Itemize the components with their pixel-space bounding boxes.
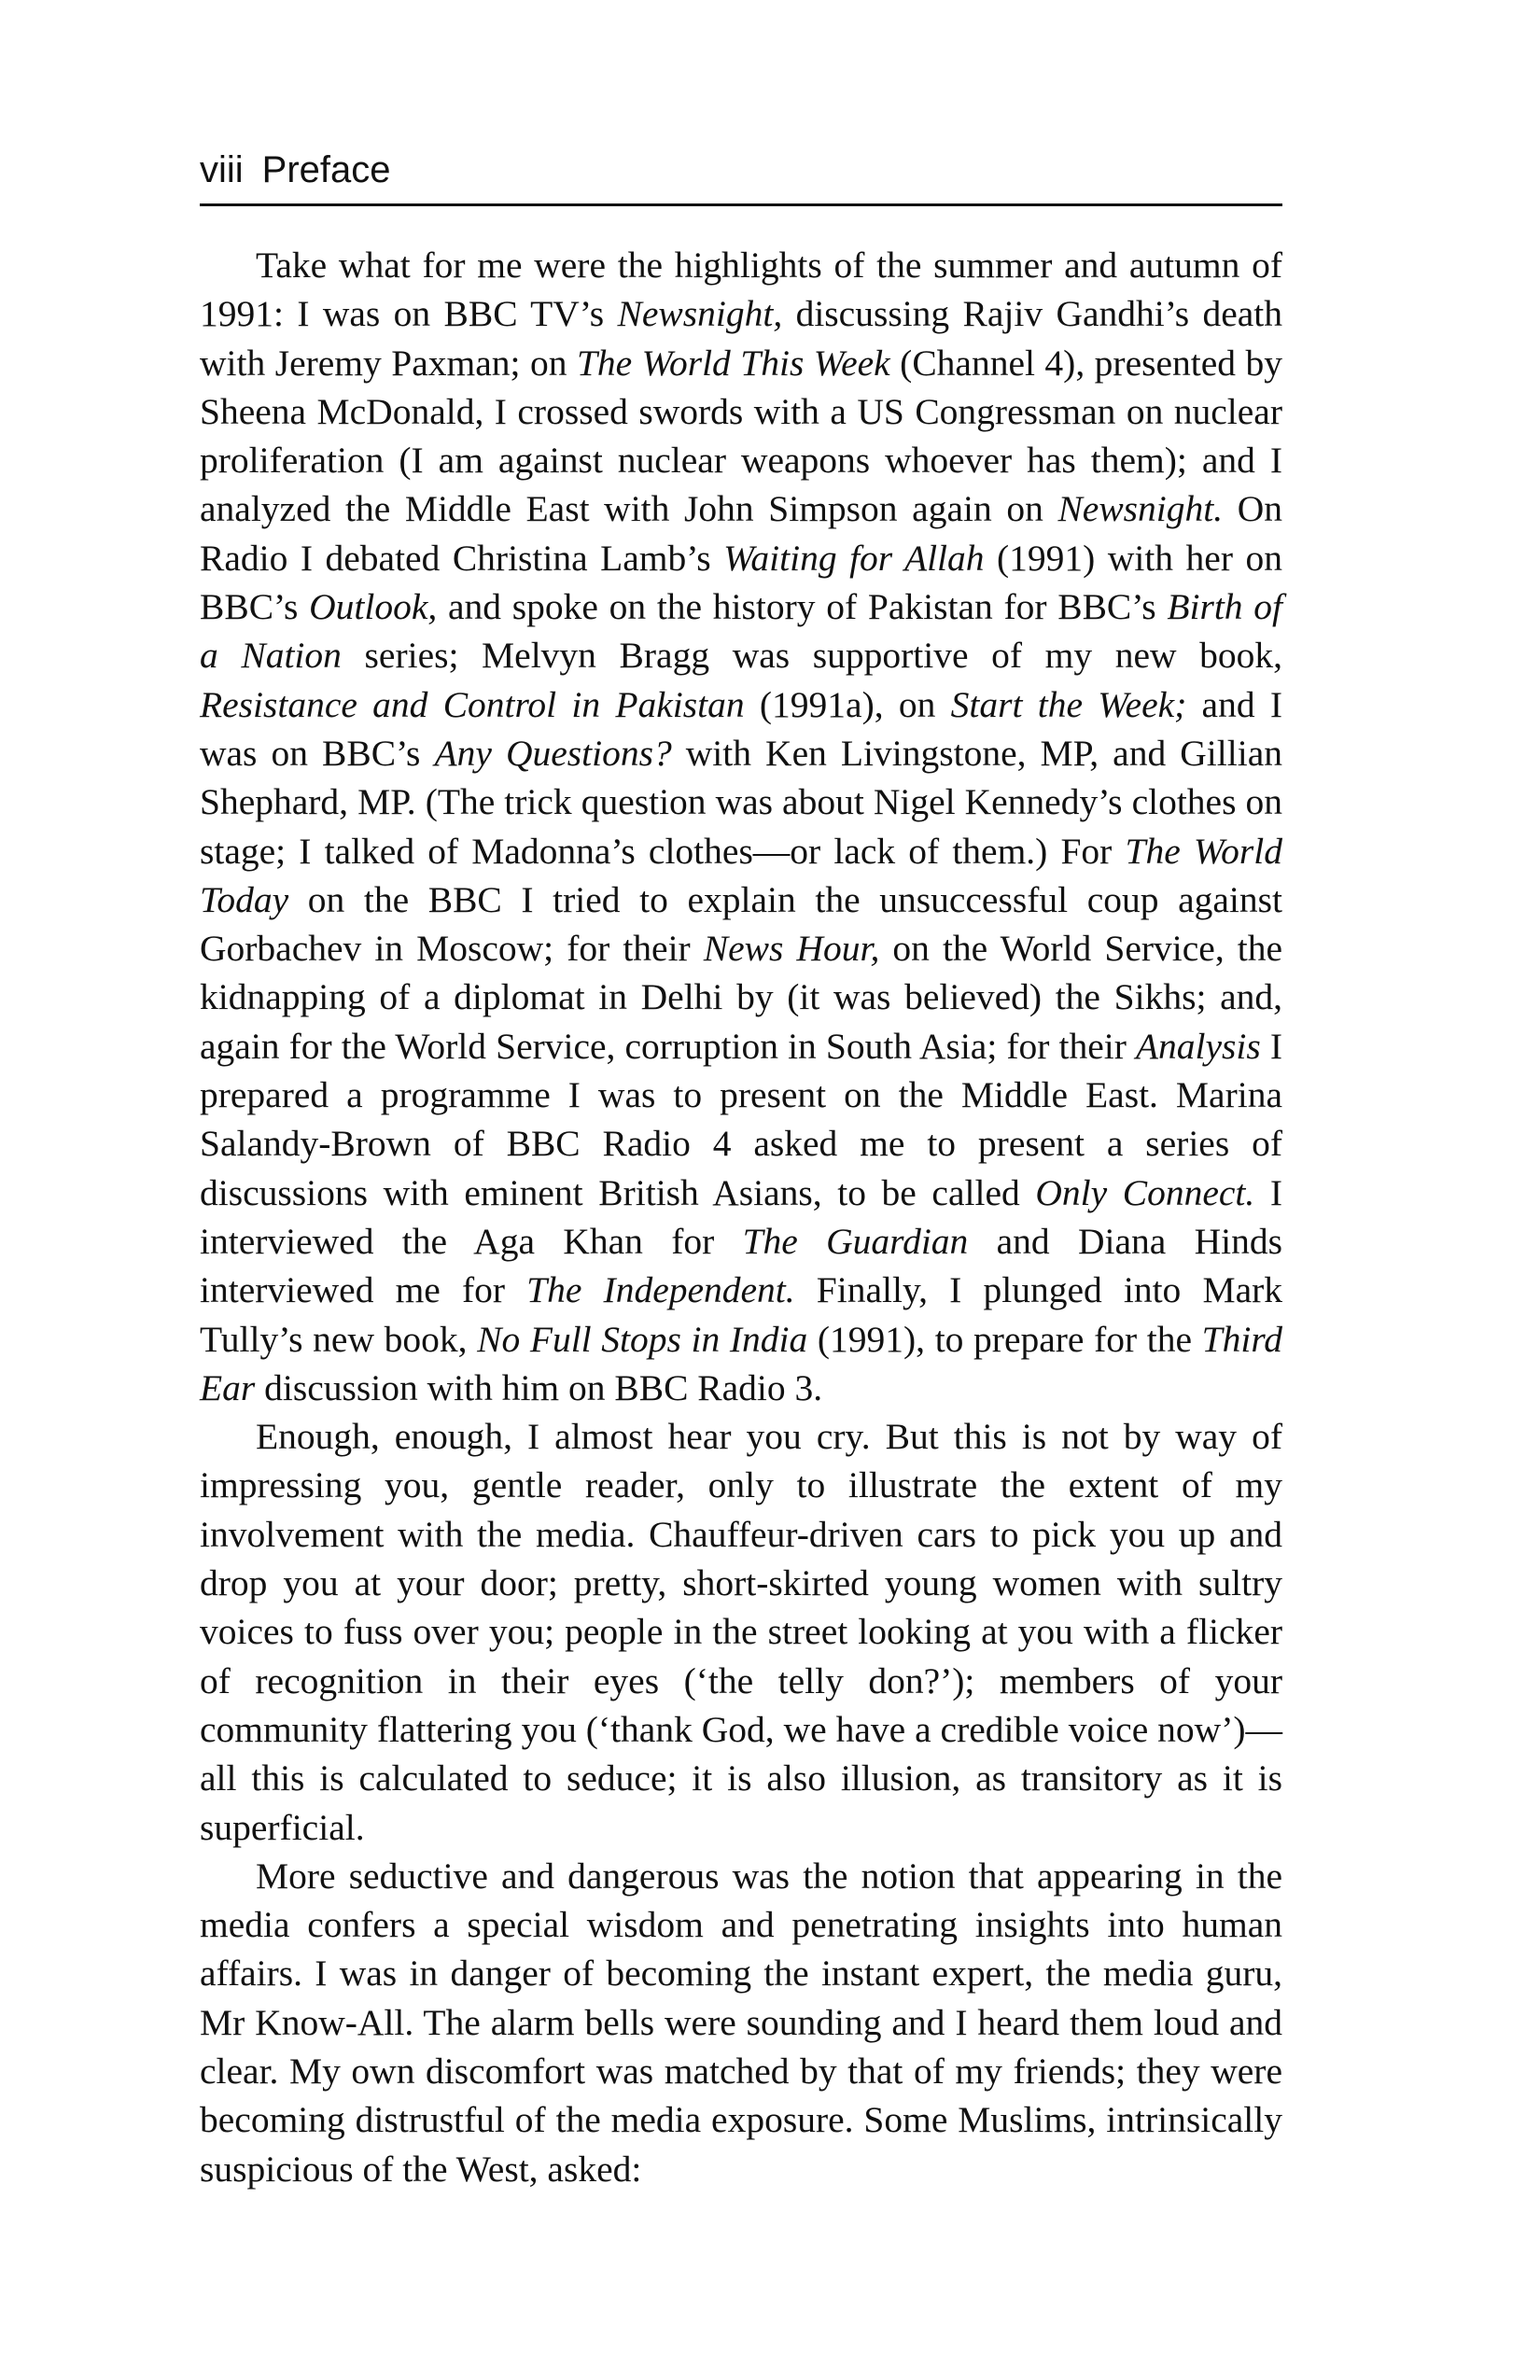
paragraph [200,1852,1282,2193]
text-run: Enough, enough, I almost hear you cry. But this is not by way of impressing you, gentle reader, only to illustrate the extent of my involvement with the media. Chauffeur-driven cars to pick you up and drop you at your door; pretty, short-skirted young women with sultry voices to fuss over you; people in the street looking at you with a flicker of recognition in their eyes (‘the telly don?’); members of your community flattering you (‘thank God, we have a credible voice now’)—all this is calculated to seduce; it is also illusion, as transitory as it is superficial. [200,1416,1282,1848]
text-run: on the BBC I tried to explain the unsuccessful coup against Gorbachev in Moscow; for their [200,878,1282,970]
text-run: and I was on BBC’s [200,683,1283,774]
italic-title: Resistance and Control in Pakistan [200,683,745,725]
italic-title: Third Ear [200,1318,1283,1408]
running-head [200,147,1264,192]
text-run: and Diana Hinds interviewed me for [200,1220,1283,1311]
text-run: (Channel 4), presented by Sheena McDonald, I crossed swords with a US Congressman on nuclear proliferation (I am against nuclear weapons whoever has them); and I analyzed the Middle East with John Simpson again on [200,342,1283,530]
header-rule [200,203,1282,206]
paragraph [200,241,1282,1412]
italic-title: Any Questions? [434,732,672,774]
text-run: on the World Service, the kidnapping of a diplomat in Delhi by (it was believed) the Sikhs; and, again for the World Service, corruption in South Asia; for their [200,928,1283,1067]
text-run: (1991) with her on BBC’s [200,537,1282,628]
text-run: with Ken Livingstone, MP, and Gillian Shephard, MP. (The trick question was about Nigel Kennedy’s clothes on stage; I talked of Madonna’s clothes—or lack of them.) For [200,732,1282,872]
italic-title: News Hour, [703,928,880,970]
text-run: (1991), to prepare for the [807,1318,1202,1360]
italic-title: No Full Stops in India [477,1318,808,1360]
italic-title: Outlook, [309,586,438,628]
italic-title: Newsnight. [1057,488,1224,530]
text-run: Take what for me were the highlights of the summer and autumn of 1991: I was on BBC TV’s [200,245,1282,335]
text-run: and spoke on the history of Pakistan for BBC’s [437,586,1168,628]
text-run: discussing Rajiv Gandhi’s death with Jeremy Paxman; on [200,293,1282,384]
text-run: (1991a), on [744,683,951,725]
italic-title: Birth of a Nation [200,586,1282,677]
italic-title: Newsnight, [617,293,783,335]
italic-title: The Guardian [742,1220,969,1262]
paragraph [200,1412,1282,1852]
text-run: I interviewed the Aga Khan for [200,1171,1283,1262]
text-run: Finally, I plunged into Mark Tully’s new book, [200,1269,1282,1360]
text-run: discussion with him on BBC Radio 3. [255,1366,823,1408]
italic-title: The Independent. [526,1269,795,1311]
body-text [200,241,1282,2193]
italic-title: The World Today [200,830,1282,920]
text-run: series; Melvyn Bragg was supportive of my new book, [341,635,1283,677]
italic-title: Start the Week; [950,683,1187,725]
italic-title: Only Connect. [1035,1171,1255,1213]
italic-title: Waiting for Allah [723,537,985,579]
italic-title: The World This Week [576,342,890,384]
text-run: On Radio I debated Christina Lamb’s [200,488,1283,579]
italic-title: Analysis [1135,1025,1261,1067]
text-run: More seductive and dangerous was the notion that appearing in the media confers a special wisdom and penetrating insights into human affairs. I was in danger of becoming the instant expert, the media guru, Mr Know-All. The alarm bells were sounding and I heard them loud and clear. My own discomfort was matched by that of my friends; they were becoming distrustful of the media exposure. Some Muslims, intrinsically suspicious of the West, asked: [200,1855,1282,2190]
page-number: viii [200,149,244,190]
section-title: Preface [261,149,391,190]
text-run: I prepared a programme I was to present on the Middle East. Marina Salandy-Brown of BBC Radio 4 asked me to present a series of discussions with eminent British Asians, to be called [200,1025,1282,1213]
